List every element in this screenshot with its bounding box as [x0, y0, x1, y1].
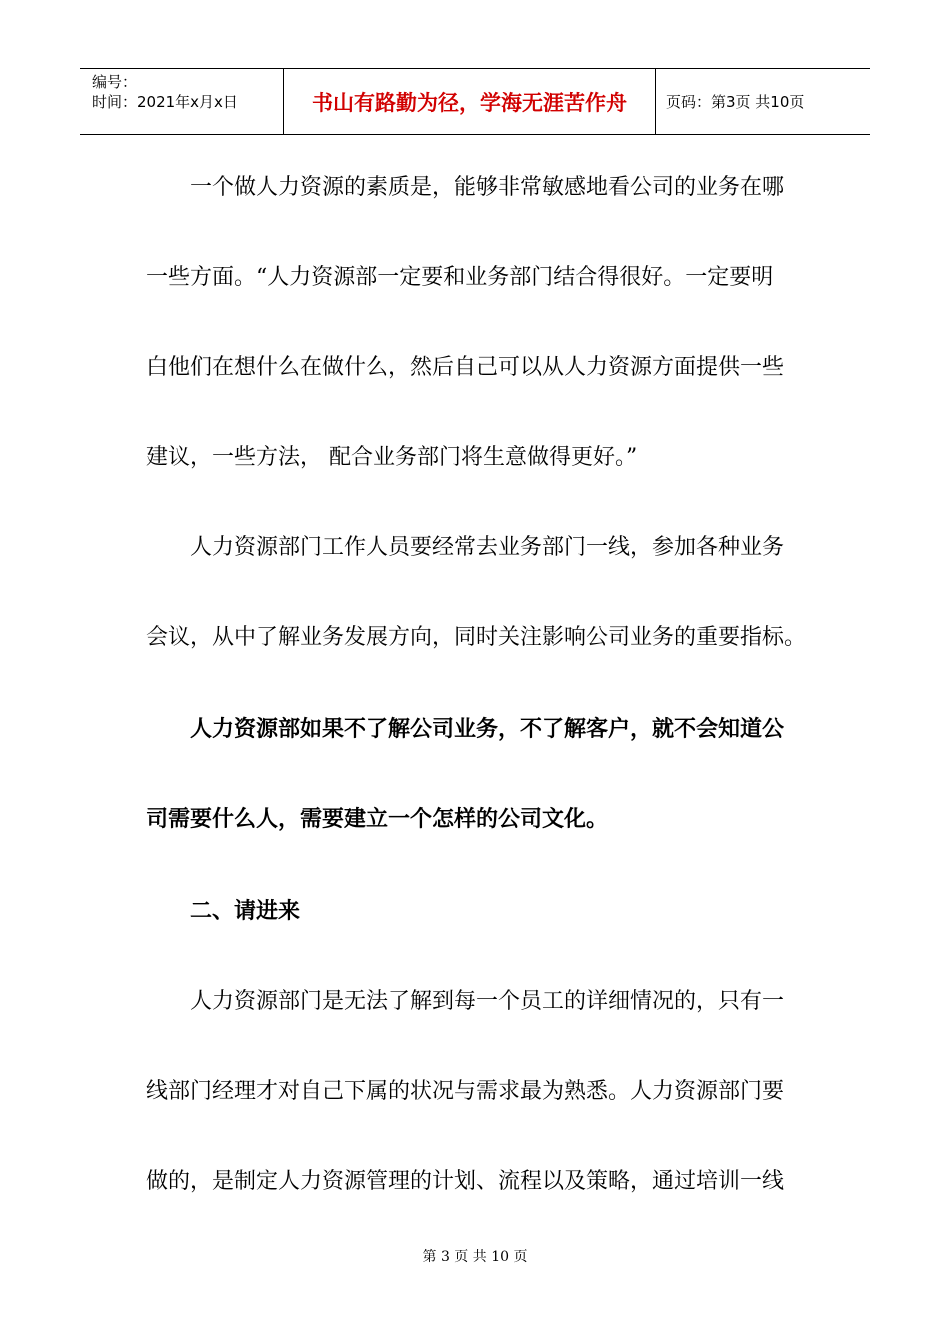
header-meta: [80, 69, 284, 134]
body-line: 人力资源部门是无法了解到每一个员工的详细情况的，只有一: [190, 989, 785, 1014]
body-line: 建议，一些方法， 配合业务部门将生意做得更好。”: [146, 445, 638, 470]
document-time-label: 时间：2021年x月x日: [92, 93, 238, 111]
body-line-bold: 人力资源部如果不了解公司业务，不了解客户，就不会知道公: [190, 717, 785, 742]
body-line: 人力资源部门工作人员要经常去业务部门一线，参加各种业务: [190, 535, 785, 560]
header-page-info: 页码：第3页 共10页: [666, 93, 805, 111]
body-line: 白他们在想什么在做什么，然后自己可以从人力资源方面提供一些: [146, 355, 785, 380]
page-header: [80, 68, 870, 135]
body-line: 做的，是制定人力资源管理的计划、流程以及策略，通过培训一线: [146, 1169, 785, 1194]
body-line-bold: 司需要什么人，需要建立一个怎样的公司文化。: [146, 807, 609, 832]
body-line: 一个做人力资源的素质是，能够非常敏感地看公司的业务在哪: [190, 175, 785, 200]
body-line: 一些方面。“人力资源部一定要和业务部门结合得很好。一定要明: [146, 265, 774, 290]
document-number-label: 编号：: [92, 73, 138, 91]
header-motto: 书山有路勤为径，学海无涯苦作舟: [284, 69, 656, 134]
body-line: 会议，从中了解业务发展方向，同时关注影响公司业务的重要指标。: [146, 625, 807, 650]
body-line: 线部门经理才对自己下属的状况与需求最为熟悉。人力资源部门要: [146, 1079, 785, 1104]
section-heading: 二、请进来: [190, 899, 301, 924]
page-footer: 第 3 页 共 10 页: [422, 1249, 528, 1265]
